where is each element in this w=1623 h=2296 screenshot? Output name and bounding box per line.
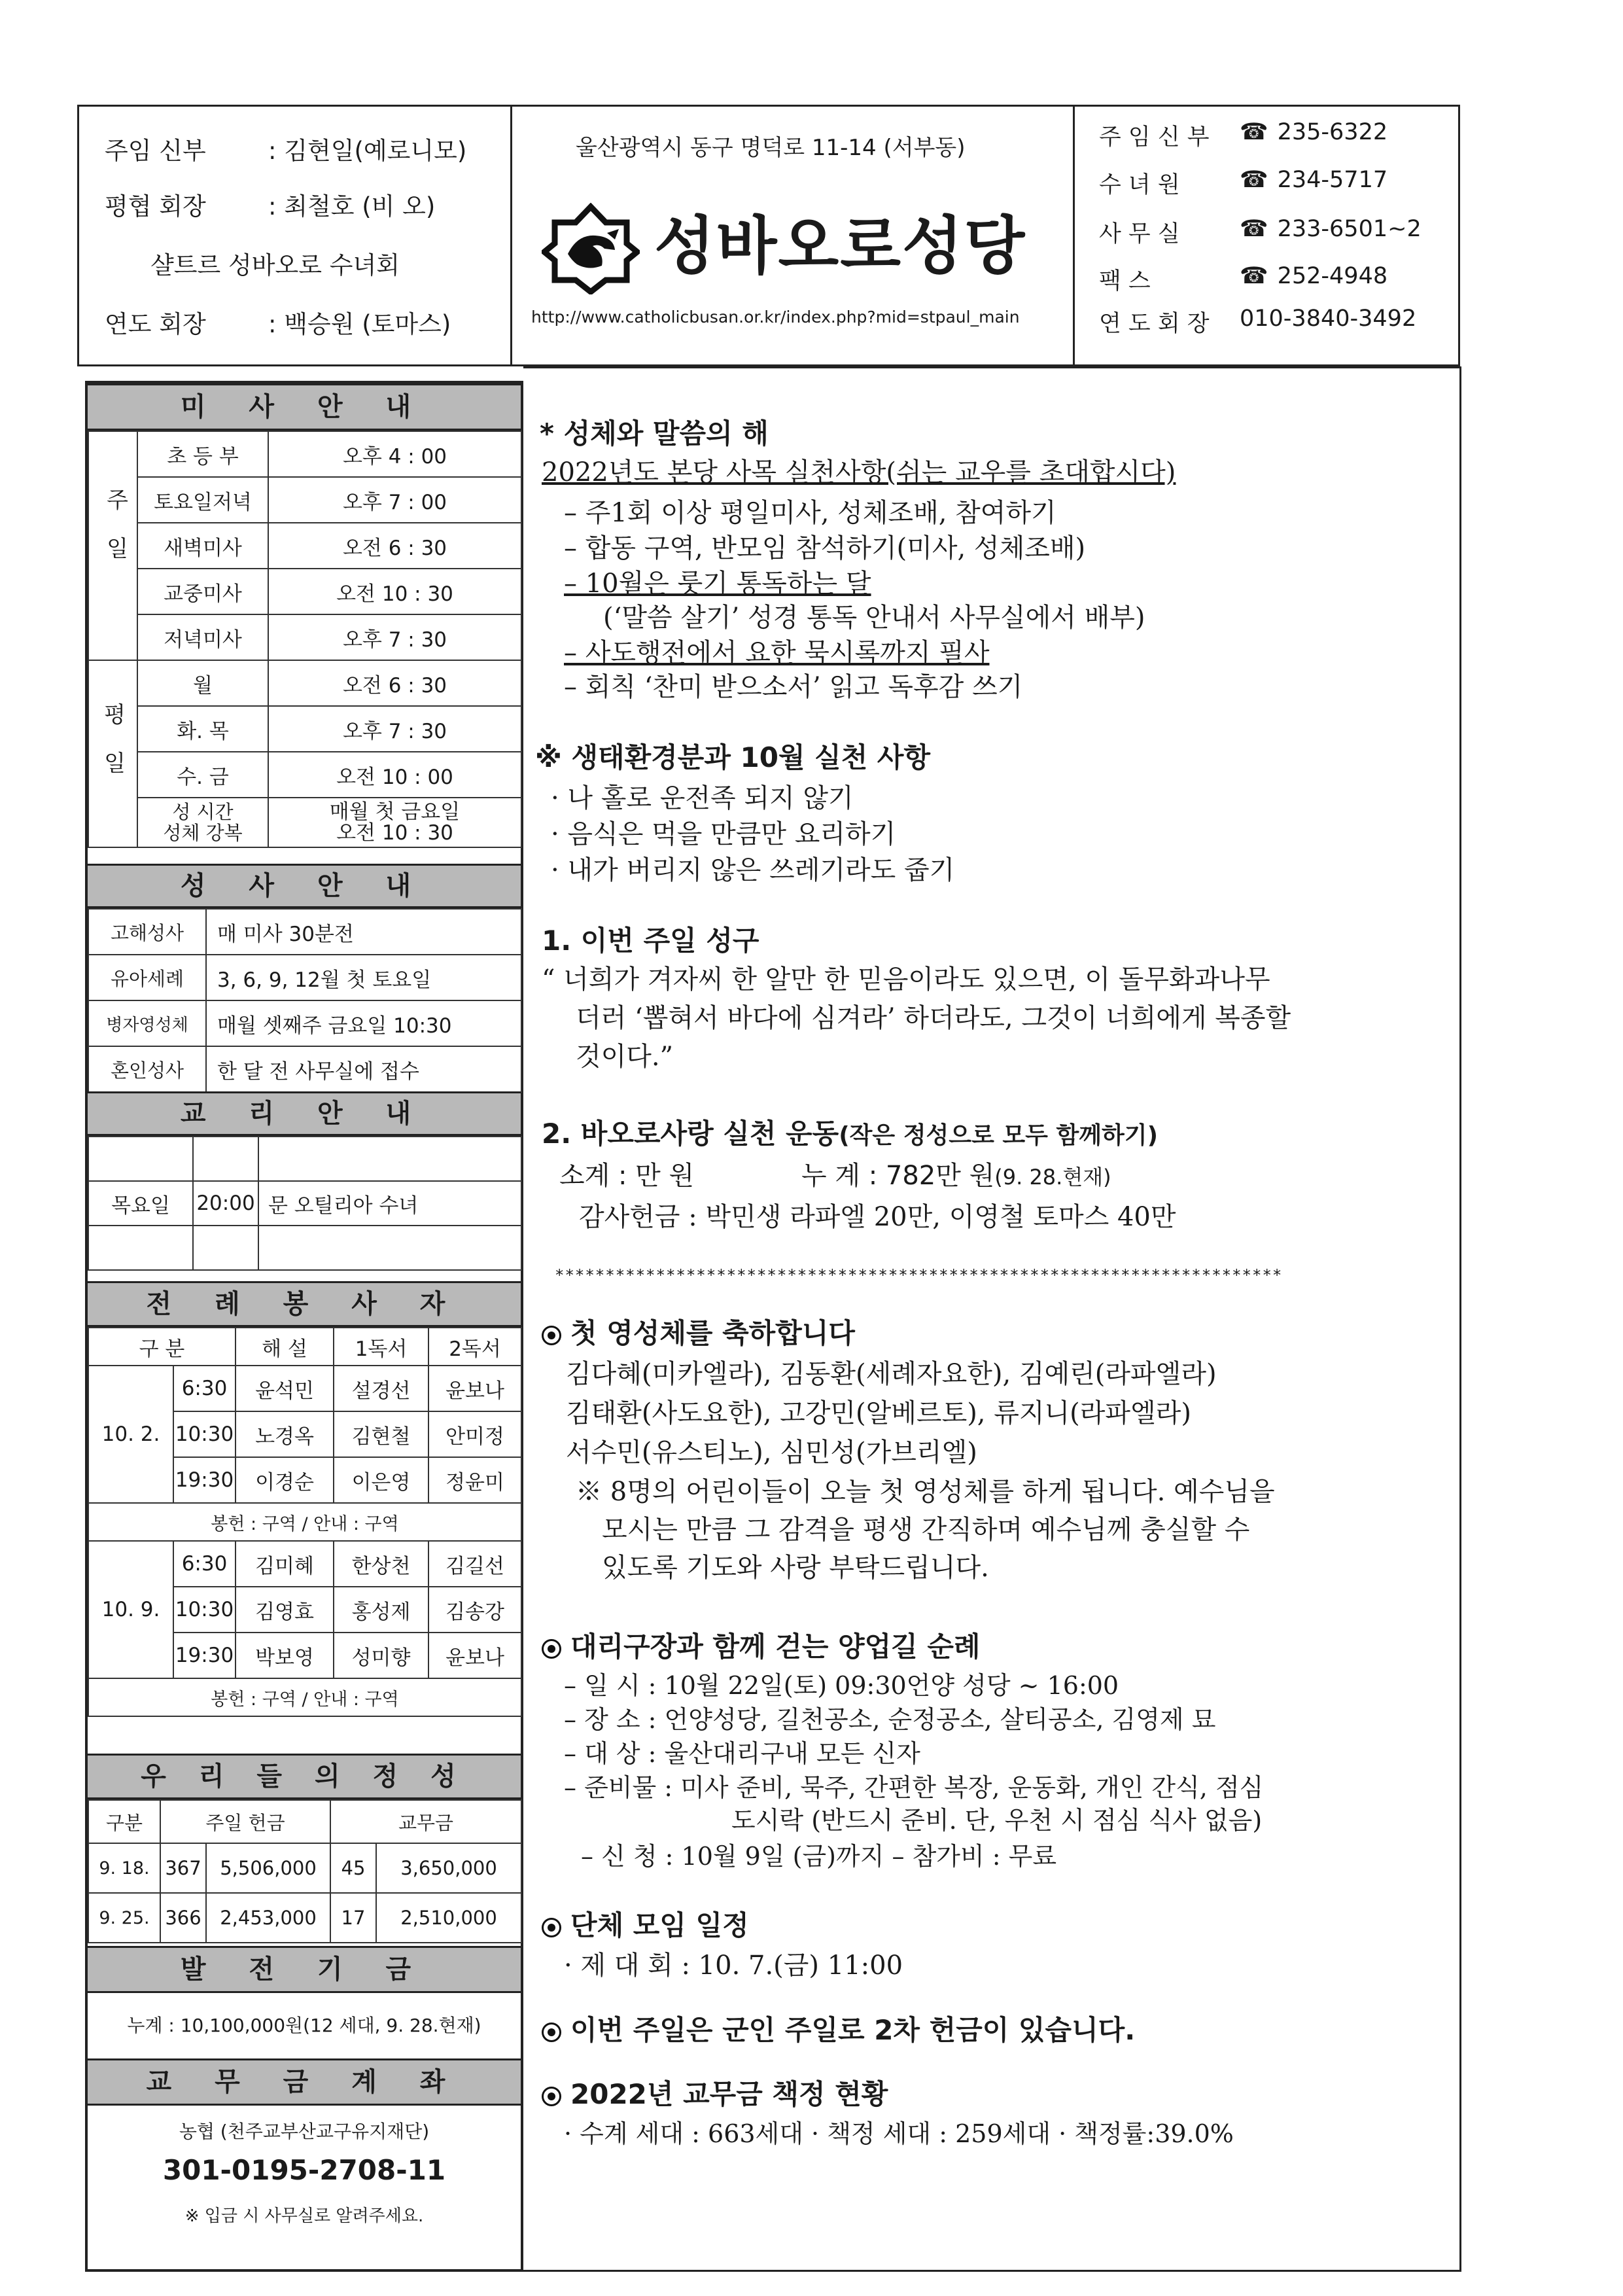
fund-text: 누계 : 10,100,000원(12 세대, 9. 28.현재)	[127, 2015, 481, 2036]
servers-header: 2독서	[428, 1328, 521, 1366]
mass-table	[88, 431, 522, 848]
year-title: * 성체와 말씀의 해	[540, 417, 769, 450]
contact-label-3: 팩 스	[1099, 268, 1151, 294]
pilgrim-line: – 대 상 : 울산대리구내 모든 신자	[564, 1739, 920, 1768]
servers-time: 6:30	[173, 1366, 236, 1411]
contact-phone-3: ☎ 252-4948	[1240, 263, 1388, 289]
account-bank: 농협 (천주교부산교구유지재단)	[179, 2121, 430, 2142]
dues-count: 45	[330, 1843, 376, 1893]
sacrament-desc: 매월 셋째주 금요일 10:30	[206, 1000, 521, 1046]
eco-item: · 나 홀로 운전족 되지 않기	[551, 783, 854, 813]
offerings-header: 구분	[88, 1800, 160, 1843]
year-item: – 사도행전에서 요한 묵시록까지 필사	[564, 638, 990, 668]
account-note: ※ 입금 시 사무실로 알려주세요.	[184, 2206, 424, 2226]
sacrament-name: 병자영성체	[88, 1000, 206, 1046]
catechism-who: 문 오틸리아 수녀	[258, 1181, 521, 1226]
staff-role-1: 평협 회장	[105, 192, 206, 221]
server-name: 김현철	[334, 1411, 428, 1457]
server-name: 이경순	[236, 1457, 334, 1503]
server-name: 윤보나	[428, 1633, 521, 1678]
pilgrim-line: 도시락 (반드시 준비. 단, 우천 시 점심 식사 없음)	[731, 1806, 1263, 1835]
contact-phone-2: ☎ 233-6501~2	[1240, 216, 1422, 242]
left-column	[85, 381, 523, 2272]
server-name: 김길선	[428, 1541, 521, 1587]
mass-time: 오전 6 : 30	[268, 523, 521, 569]
love-thanks: 감사헌금 : 박민생 라파엘 20만, 이영철 토마스 40만	[579, 1202, 1176, 1232]
server-name: 노경옥	[236, 1411, 334, 1457]
dues-line: · 수계 세대 : 663세대 · 책정 세대 : 259세대 · 책정률:39.0%	[564, 2119, 1234, 2148]
phone-icon: ☎	[1240, 119, 1268, 145]
offering-amount: 2,453,000	[206, 1893, 330, 1943]
year-item: – 주1회 이상 평일미사, 성체조배, 참여하기	[564, 498, 1056, 528]
catechism-day	[88, 1137, 193, 1181]
mass-time: 오후 7 : 30	[268, 614, 521, 660]
church-logo-icon	[542, 203, 640, 294]
first-comm-line: 김다혜(미카엘라), 김동환(세례자요한), 김예린(라파엘라)	[566, 1359, 1217, 1389]
header-divider-1	[510, 105, 512, 366]
love-total: 누 계 : 782만 원(9. 28.현재)	[801, 1161, 1111, 1191]
staff-value-0: : 김현일(예로니모)	[268, 137, 467, 165]
church-name: 성바오로성당	[654, 209, 1026, 283]
sacrament-name: 고해성사	[88, 909, 206, 955]
love-title: 2. 바오로사랑 실천 운동(작은 정성으로 모두 함께하기)	[542, 1118, 1159, 1150]
sacrament-desc: 매 미사 30분전	[206, 909, 521, 955]
group-line: · 제 대 회 : 10. 7.(금) 11:00	[564, 1951, 903, 1981]
target-bullet-icon	[542, 1326, 561, 1345]
server-name: 홍성제	[334, 1587, 428, 1633]
contact-label-2: 사 무 실	[1099, 221, 1180, 247]
catechism-day	[88, 1226, 193, 1270]
phone-icon: ☎	[1240, 263, 1268, 289]
first-comm-note: 모시는 만큼 그 감격을 평생 간직하며 예수님께 충실할 수	[602, 1515, 1250, 1545]
offering-date: 9. 25.	[88, 1893, 160, 1943]
contact-phone-4: 010-3840-3492	[1240, 306, 1417, 332]
first-comm-note: 있도록 기도와 사랑 부탁드립니다.	[602, 1553, 989, 1583]
servers-time: 10:30	[173, 1587, 236, 1633]
verse-line: “ 너희가 겨자씨 한 알만 한 믿음이라도 있으면, 이 돌무화과나무	[542, 964, 1270, 995]
mass-time: 오후 4 : 00	[268, 431, 521, 477]
mass-name: 화. 목	[137, 706, 268, 752]
catechism-who	[258, 1137, 521, 1181]
pilgrim-title: 대리구장과 함께 걷는 양업길 순례	[542, 1625, 981, 1665]
church-address: 울산광역시 동구 명덕로 11-14 (서부동)	[576, 135, 966, 161]
mass-name: 초 등 부	[137, 431, 268, 477]
staff-value-2: 샬트르 성바오로 수녀회	[150, 251, 400, 279]
mass-time: 매월 첫 금요일 오전 10 : 30	[268, 798, 521, 847]
phone-icon: ☎	[1240, 167, 1268, 193]
server-name: 안미정	[428, 1411, 521, 1457]
contact-label-0: 주 임 신 부	[1099, 124, 1210, 150]
servers-title: 전 례 봉 사 자	[88, 1281, 521, 1327]
first-comm-title: 첫 영성체를 축하합니다	[542, 1312, 855, 1351]
catechism-who	[258, 1226, 521, 1270]
sacrament-desc: 한 달 전 사무실에 접수	[206, 1046, 521, 1092]
servers-time: 10:30	[173, 1411, 236, 1457]
catechism-time	[193, 1226, 258, 1270]
pilgrim-line: – 신 청 : 10월 9일 (금)까지 – 참가비 : 무료	[581, 1842, 1057, 1871]
target-bullet-icon	[542, 2087, 561, 2106]
mass-name: 새벽미사	[137, 523, 268, 569]
sacrament-name: 유아세례	[88, 955, 206, 1000]
pilgrim-line: – 장 소 : 언양성당, 길천공소, 순정공소, 살티공소, 김영제 묘	[564, 1705, 1216, 1734]
mass-name: 월	[137, 660, 268, 706]
pilgrim-line: – 일 시 : 10월 22일(토) 09:30언양 성당 ~ 16:00	[564, 1671, 1119, 1700]
mass-time: 오후 7 : 30	[268, 706, 521, 752]
contact-label-1: 수 녀 원	[1099, 172, 1180, 198]
server-name: 윤석민	[236, 1366, 334, 1411]
servers-note: 봉헌 : 구역 / 안내 : 구역	[88, 1503, 521, 1541]
year-item: (‘말씀 살기’ 성경 통독 안내서 사무실에서 배부)	[603, 603, 1145, 633]
love-subtotal: 소계 : 만 원	[559, 1161, 695, 1191]
offerings-title: 우 리 들 의 정 성	[88, 1754, 521, 1799]
mass-time: 오전 6 : 30	[268, 660, 521, 706]
sacraments-title: 성 사 안 내	[88, 864, 521, 908]
mass-time: 오후 7 : 00	[268, 477, 521, 523]
servers-header: 구 분	[88, 1328, 236, 1366]
mass-time: 오전 10 : 30	[268, 569, 521, 614]
offering-amount: 5,506,000	[206, 1843, 330, 1893]
servers-time: 6:30	[173, 1541, 236, 1587]
year-item: – 회칙 ‘찬미 받으소서’ 읽고 독후감 쓰기	[564, 672, 1023, 702]
dues-title: 2022년 교무금 책정 현황	[542, 2073, 888, 2112]
dues-amount: 2,510,000	[376, 1893, 521, 1943]
servers-header: 1독서	[334, 1328, 428, 1366]
dues-amount: 3,650,000	[376, 1843, 521, 1893]
sunday-label: 주일	[88, 431, 137, 660]
servers-date: 10. 2.	[88, 1366, 173, 1503]
servers-table	[88, 1327, 522, 1717]
offerings-table	[88, 1799, 522, 1943]
staff-role-0: 주임 신부	[105, 137, 206, 165]
catechism-time	[193, 1137, 258, 1181]
pilgrim-line: – 준비물 : 미사 준비, 묵주, 간편한 복장, 운동화, 개인 간식, 점심	[564, 1773, 1264, 1802]
verse-line: 더러 ‘뽑혀서 바다에 심겨라’ 하더라도, 그것이 너희에게 복종할	[576, 1003, 1291, 1033]
verse-title: 1. 이번 주일 성구	[542, 925, 759, 957]
first-comm-line: 김태환(사도요한), 고강민(알베르토), 류지니(라파엘라)	[566, 1398, 1191, 1428]
separator: ************************************************************************	[555, 1266, 1283, 1284]
offering-date: 9. 18.	[88, 1843, 160, 1893]
account-title: 교 무 금 계 좌	[88, 2058, 521, 2106]
offering-count: 366	[160, 1893, 206, 1943]
servers-note: 봉헌 : 구역 / 안내 : 구역	[88, 1678, 521, 1716]
offerings-header: 교무금	[330, 1800, 521, 1843]
server-name: 정윤미	[428, 1457, 521, 1503]
military-notice: 이번 주일은 군인 주일로 2차 헌금이 있습니다.	[542, 2009, 1135, 2048]
target-bullet-icon	[542, 2022, 561, 2042]
mass-title: 미 사 안 내	[88, 383, 521, 431]
server-name: 김미혜	[236, 1541, 334, 1587]
mass-name: 저녁미사	[137, 614, 268, 660]
sacrament-desc: 3, 6, 9, 12월 첫 토요일	[206, 955, 521, 1000]
staff-role-3: 연도 회장	[105, 310, 206, 338]
weekday-label: 평일	[88, 660, 137, 847]
eco-item: · 내가 버리지 않은 쓰레기라도 줍기	[551, 855, 955, 885]
catechism-title: 교 리 안 내	[88, 1091, 521, 1136]
mass-name: 토요일저녁	[137, 477, 268, 523]
year-item: – 합동 구역, 반모임 참석하기(미사, 성체조배)	[564, 533, 1086, 563]
server-name: 김송강	[428, 1587, 521, 1633]
catechism-day: 목요일	[88, 1181, 193, 1226]
server-name: 한상천	[334, 1541, 428, 1587]
target-bullet-icon	[542, 1639, 561, 1659]
offerings-header: 주일 헌금	[160, 1800, 330, 1843]
server-name: 박보영	[236, 1633, 334, 1678]
catechism-time: 20:00	[193, 1181, 258, 1226]
first-comm-line: 서수민(유스티노), 심민성(가브리엘)	[566, 1438, 977, 1468]
eco-title: ※ 생태환경분과 10월 실천 사항	[535, 741, 931, 773]
mass-time: 오전 10 : 00	[268, 752, 521, 798]
staff-value-1: : 최철호 (비 오)	[268, 192, 436, 221]
eco-item: · 음식은 먹을 만큼만 요리하기	[551, 819, 896, 849]
contact-label-4: 연 도 회 장	[1099, 311, 1210, 337]
servers-date: 10. 9.	[88, 1541, 173, 1678]
first-comm-note: ※ 8명의 어린이들이 오늘 첫 영성체를 하게 됩니다. 예수님을	[576, 1477, 1275, 1507]
server-name: 설경선	[334, 1366, 428, 1411]
mass-name: 수. 금	[137, 752, 268, 798]
phone-icon: ☎	[1240, 216, 1268, 242]
year-item: – 10월은 룻기 통독하는 달	[564, 569, 871, 599]
contact-phone-0: ☎ 235-6322	[1240, 119, 1388, 145]
verse-line: 것이다.”	[576, 1042, 674, 1072]
servers-time: 19:30	[173, 1457, 236, 1503]
fund-title: 발 전 기 금	[88, 1946, 521, 1993]
server-name: 김영효	[236, 1587, 334, 1633]
year-subtitle: 2022년도 본당 사목 실천사항(쉬는 교우를 초대합시다)	[542, 457, 1176, 487]
server-name: 성미향	[334, 1633, 428, 1678]
header-divider-2	[1073, 105, 1075, 366]
server-name: 이은영	[334, 1457, 428, 1503]
account-number: 301-0195-2708-11	[162, 2154, 446, 2186]
servers-time: 19:30	[173, 1633, 236, 1678]
church-url[interactable]: http://www.catholicbusan.or.kr/index.php?mid=stpaul_main	[531, 308, 1020, 327]
mass-name: 성 시간 성체 강복	[137, 798, 268, 847]
dues-count: 17	[330, 1893, 376, 1943]
contact-phone-1: ☎ 234-5717	[1240, 167, 1388, 193]
servers-header: 해 설	[236, 1328, 334, 1366]
offering-count: 367	[160, 1843, 206, 1893]
sacraments-table	[88, 908, 522, 1093]
group-title: 단체 모임 일정	[542, 1904, 749, 1943]
staff-value-3: : 백승원 (토마스)	[268, 310, 451, 338]
mass-name: 교중미사	[137, 569, 268, 614]
server-name: 윤보나	[428, 1366, 521, 1411]
target-bullet-icon	[542, 1918, 561, 1937]
catechism-table	[88, 1136, 522, 1271]
sacrament-name: 혼인성사	[88, 1046, 206, 1092]
